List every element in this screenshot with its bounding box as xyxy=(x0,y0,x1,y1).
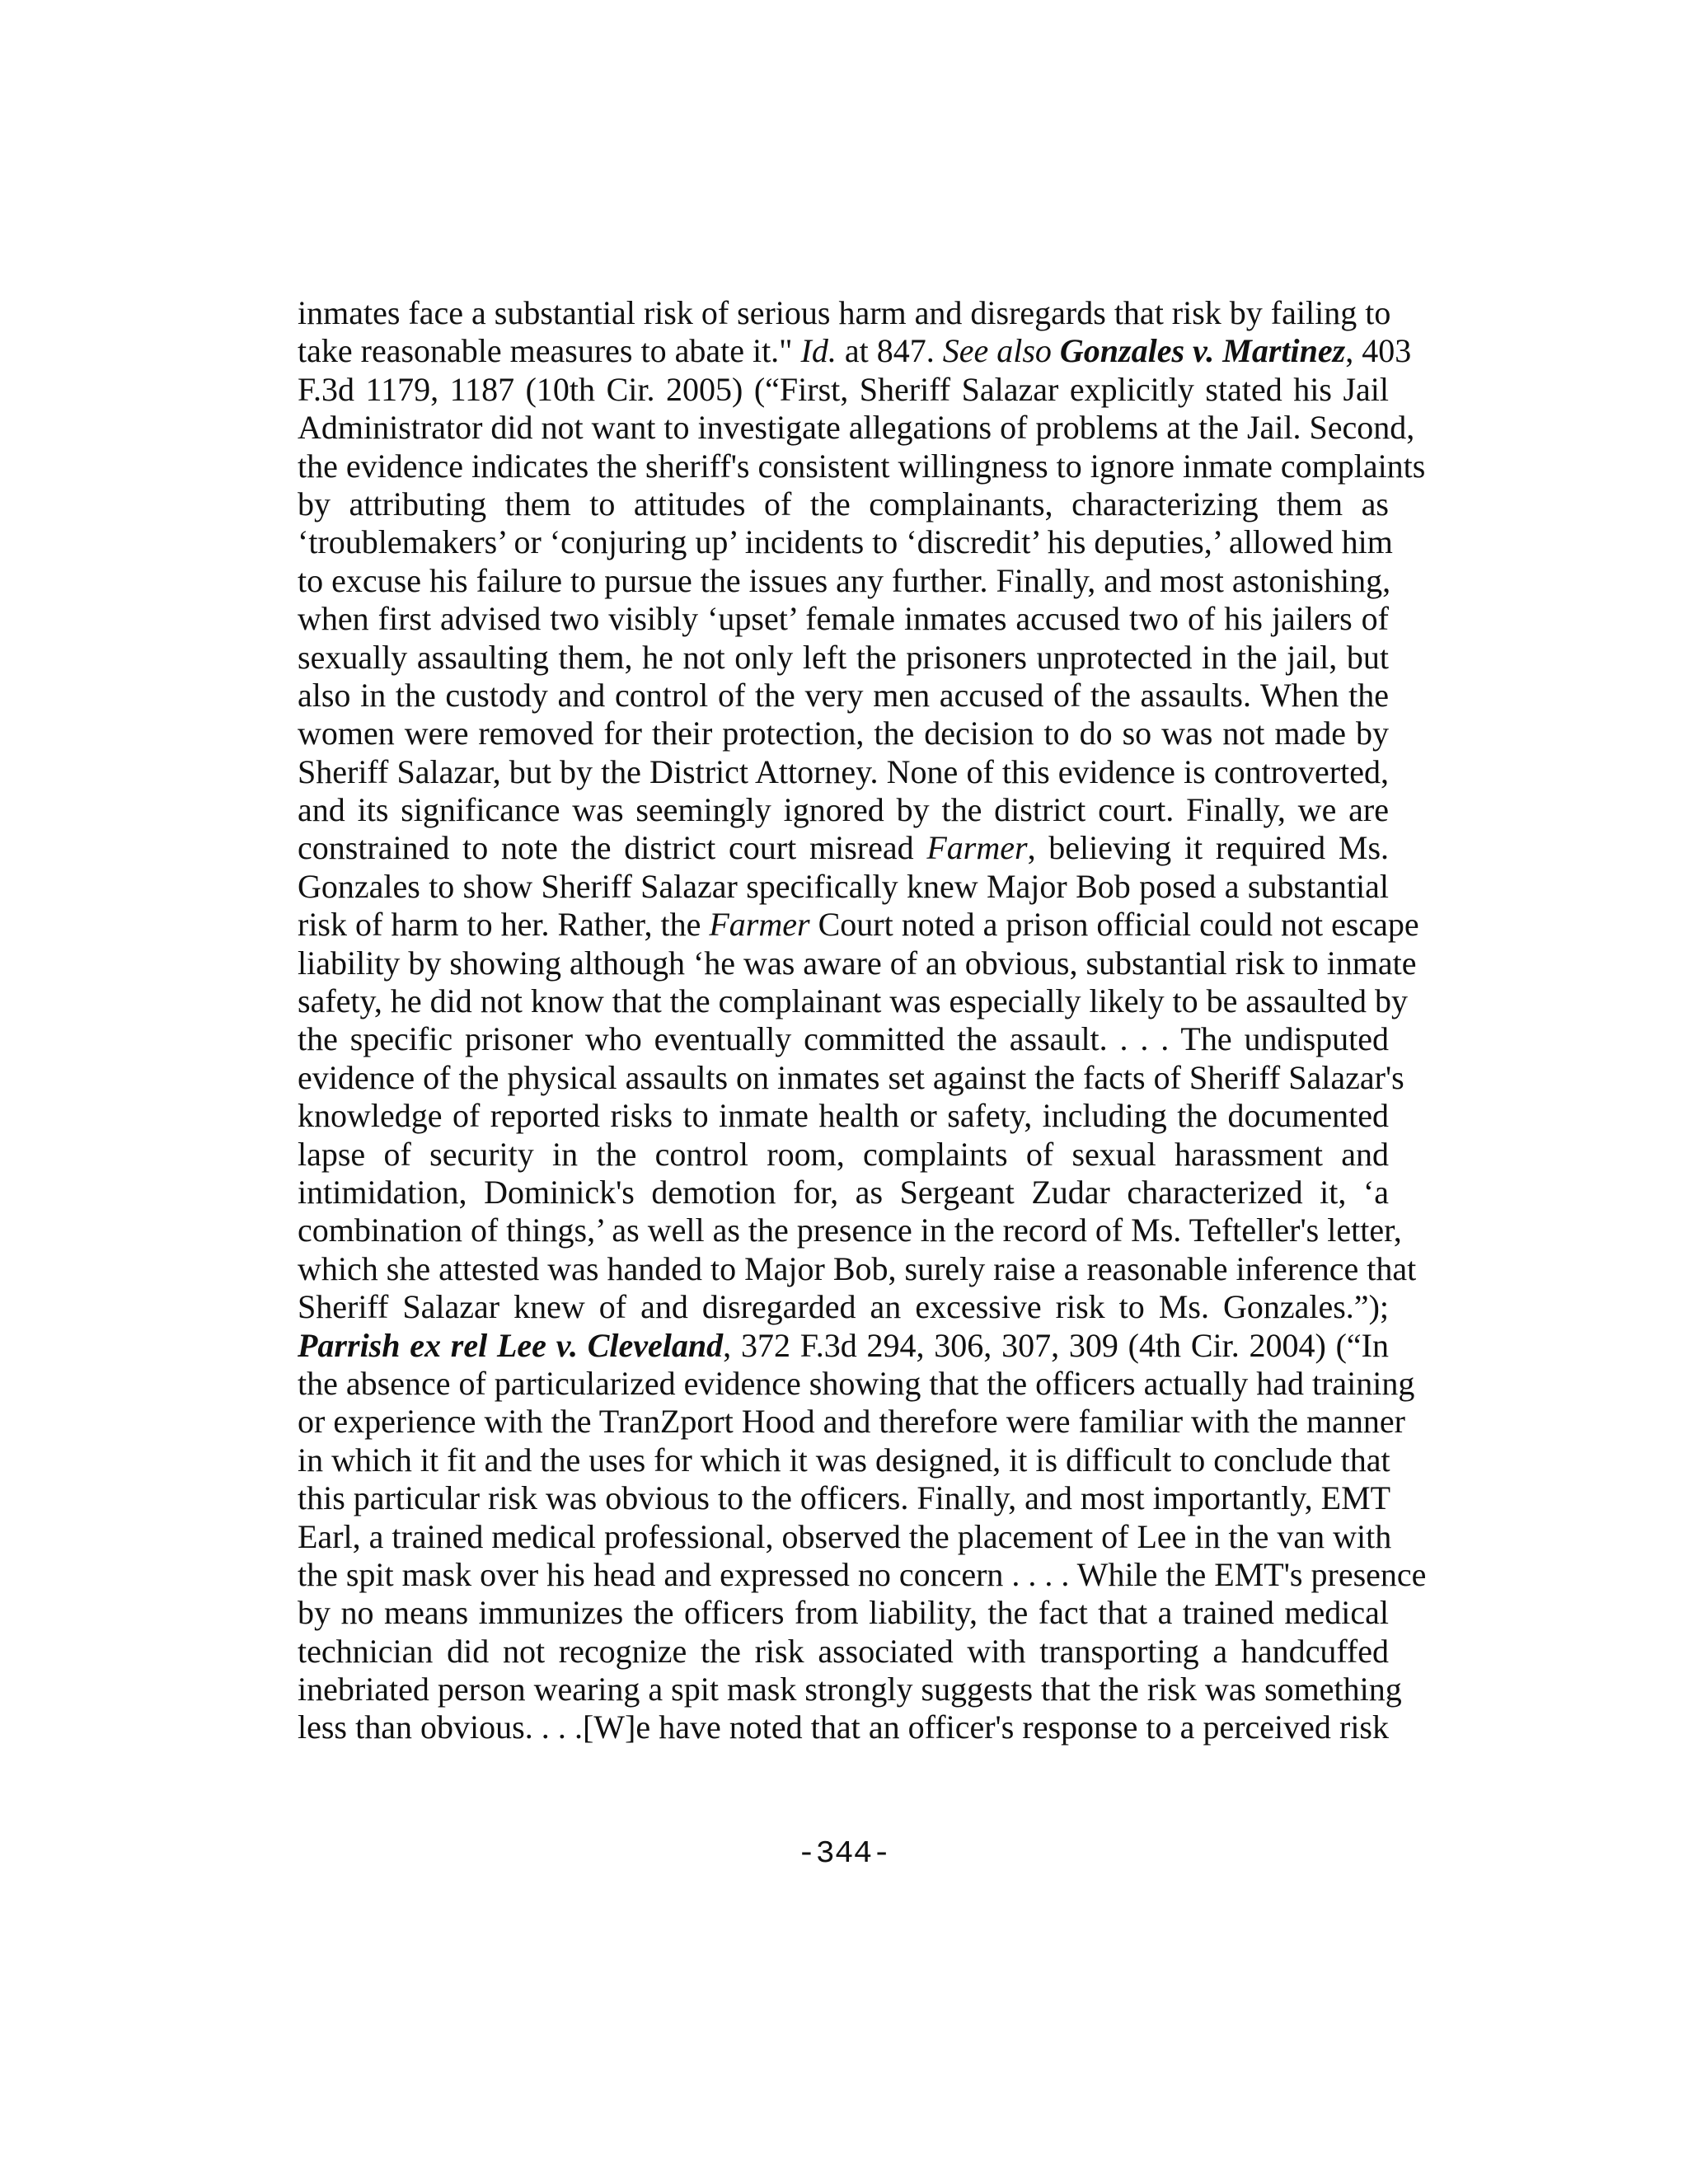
text-segment: Sheriff Salazar, but by the District Attorney. None of this evidence is controverted, xyxy=(298,752,1389,790)
text-segment: sexually assaulting them, he not only left the prisoners unprotected in the jail, but xyxy=(298,638,1389,676)
text-line xyxy=(298,1327,1389,1365)
text-line xyxy=(298,600,1389,638)
text-line xyxy=(298,523,1393,561)
text-segment: which she attested was handed to Major Bob, surely raise a reasonable inference that xyxy=(298,1249,1417,1287)
text-segment: in which it fit and the uses for which it was designed, it is difficult to conclude that xyxy=(298,1441,1390,1479)
text-segment: evidence of the physical assaults on inmates set against the facts of Sheriff Salazar's xyxy=(298,1058,1404,1096)
italic-text: See also xyxy=(942,332,1060,370)
text-segment: intimidation, Dominick's demotion for, as Sergeant Zudar characterized it, ‘a xyxy=(298,1173,1389,1211)
text-segment: Gonzales to show Sheriff Salazar specifically knew Major Bob posed a substantial xyxy=(298,867,1389,905)
italic-text: Id. xyxy=(800,332,837,370)
text-segment: Sheriff Salazar knew of and disregarded an excessive risk to Ms. Gonzales.”); xyxy=(298,1288,1389,1326)
text-line xyxy=(298,639,1389,677)
text-line xyxy=(298,409,1415,447)
text-line xyxy=(298,294,1389,332)
text-line xyxy=(298,982,1409,1020)
text-segment: to excuse his failure to pursue the issues any further. Finally, and most astonishing, xyxy=(298,561,1391,599)
text-segment: , 403 xyxy=(1345,332,1412,370)
text-line xyxy=(298,1441,1389,1479)
text-line xyxy=(298,1479,1389,1517)
text-line xyxy=(298,447,1426,485)
text-segment: or experience with the TranZport Hood and therefore were familiar with the manner xyxy=(298,1403,1405,1441)
text-line xyxy=(298,1212,1402,1249)
text-line xyxy=(298,1555,1427,1594)
text-line xyxy=(298,906,1419,944)
text-line xyxy=(298,1288,1389,1326)
text-line xyxy=(298,1136,1389,1174)
case-name: Gonzales v. Martinez xyxy=(1059,332,1346,370)
text-line xyxy=(298,868,1389,906)
case-name: Parrish ex rel Lee v. Cleveland xyxy=(298,1326,724,1364)
text-segment: Administrator did not want to investigate allegations of problems at the Jail. Second, xyxy=(298,409,1415,447)
text-segment: F.3d 1179, 1187 (10th Cir. 2005) (“First, Sheriff Salazar explicitly stated his Jail xyxy=(298,370,1389,408)
text-segment: less than obvious. . . .[W]e have noted that an officer's response to a perceived risk xyxy=(298,1708,1389,1746)
text-segment: risk of harm to her. Rather, the xyxy=(298,906,710,944)
text-segment: safety, he did not know that the complainant was especially likely to be assaulted by xyxy=(298,982,1409,1020)
body-text xyxy=(298,294,1427,1747)
text-line xyxy=(298,1174,1389,1212)
text-line xyxy=(298,753,1389,791)
text-segment: the specific prisoner who eventually committed the assault. . . . The undisputed xyxy=(298,1020,1389,1058)
text-line xyxy=(298,1097,1389,1135)
text-line xyxy=(298,1249,1417,1288)
text-segment: the evidence indicates the sheriff's consistent willingness to ignore inmate complaints xyxy=(298,447,1426,485)
text-segment: by no means immunizes the officers from liability, the fact that a trained medical xyxy=(298,1594,1389,1632)
text-segment: liability by showing although ‘he was aware of an obvious, substantial risk to inmate xyxy=(298,944,1417,982)
text-segment: women were removed for their protection, the decision to do so was not made by xyxy=(298,715,1389,752)
text-line xyxy=(298,715,1389,752)
text-segment: ‘troublemakers’ or ‘conjuring up’ incidents to ‘discredit’ his deputies,’ allowed him xyxy=(298,523,1393,561)
italic-text: Farmer xyxy=(709,906,810,944)
text-segment: , believing it required Ms. xyxy=(1027,829,1390,867)
text-segment: the spit mask over his head and expressed no concern . . . . While the EMT's presence xyxy=(298,1555,1427,1593)
text-segment: inebriated person wearing a spit mask strongly suggests that the risk was something xyxy=(298,1671,1402,1708)
text-line xyxy=(298,1517,1392,1556)
page-number: -344- xyxy=(796,1836,892,1872)
text-segment: Court noted a prison official could not escape xyxy=(809,906,1419,944)
text-line xyxy=(298,371,1389,409)
text-line xyxy=(298,1594,1389,1632)
text-line xyxy=(298,944,1417,982)
text-line xyxy=(298,1020,1389,1058)
text-segment: also in the custody and control of the very men accused of the assaults. When the xyxy=(298,676,1389,714)
text-line xyxy=(298,1058,1404,1097)
text-segment: technician did not recognize the risk associated with transporting a handcuffed xyxy=(298,1632,1389,1670)
text-line xyxy=(298,677,1389,715)
text-segment: at 847. xyxy=(836,332,943,370)
text-segment: , 372 F.3d 294, 306, 307, 309 (4th Cir. 2004) (“In xyxy=(723,1326,1389,1364)
text-segment: constrained to note the district court misread xyxy=(298,829,927,867)
text-segment: by attributing them to attitudes of the complainants, characterizing them as xyxy=(298,485,1389,523)
text-segment: the absence of particularized evidence showing that the officers actually had training xyxy=(298,1364,1415,1402)
text-segment: this particular risk was obvious to the officers. Finally, and most importantly, EMT xyxy=(298,1479,1391,1517)
text-line xyxy=(298,1364,1415,1403)
text-segment: knowledge of reported risks to inmate health or safety, including the documented xyxy=(298,1097,1389,1135)
text-segment: Earl, a trained medical professional, observed the placement of Lee in the van with xyxy=(298,1517,1392,1555)
text-line xyxy=(298,1403,1405,1441)
italic-text: Farmer xyxy=(926,829,1028,867)
text-segment: lapse of security in the control room, complaints of sexual harassment and xyxy=(298,1135,1389,1173)
text-line xyxy=(298,1633,1389,1671)
text-line xyxy=(298,485,1389,523)
text-segment: inmates face a substantial risk of serious harm and disregards that risk by failing to xyxy=(298,294,1391,331)
text-segment: and its significance was seemingly ignored by the district court. Finally, we are xyxy=(298,791,1389,829)
text-segment: combination of things,’ as well as the presence in the record of Ms. Tefteller's letter, xyxy=(298,1212,1402,1249)
text-line xyxy=(298,791,1389,829)
text-line xyxy=(298,1671,1402,1708)
text-line xyxy=(298,332,1412,370)
text-segment: take reasonable measures to abate it." xyxy=(298,332,801,370)
text-line xyxy=(298,562,1389,600)
text-line xyxy=(298,829,1389,867)
text-line xyxy=(298,1708,1389,1746)
text-segment: when first advised two visibly ‘upset’ female inmates accused two of his jailers of xyxy=(298,600,1389,638)
